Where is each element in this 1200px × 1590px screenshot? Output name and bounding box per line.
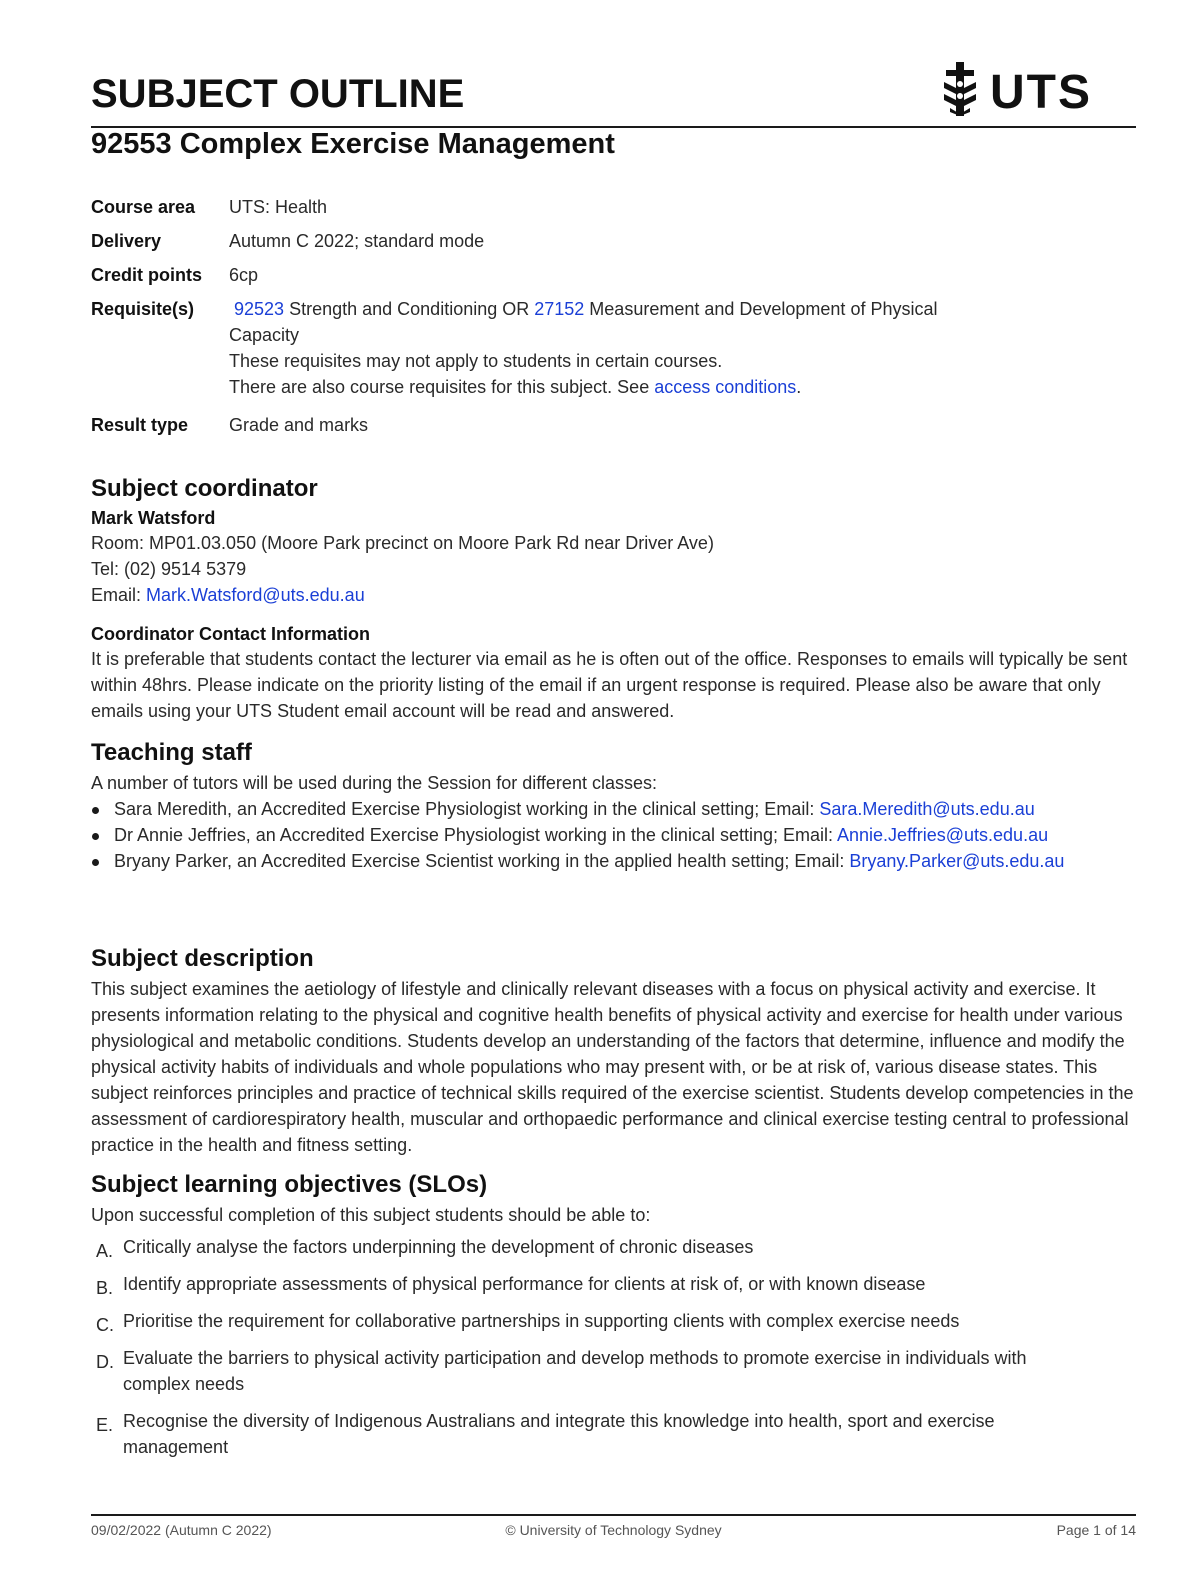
contact-info-heading: Coordinator Contact Information: [91, 624, 370, 644]
requisite-note-suffix: .: [796, 377, 802, 397]
coordinator-email-link[interactable]: Mark.Watsford@uts.edu.au: [146, 585, 365, 605]
meta-label: Credit points: [91, 265, 202, 285]
list-item: [91, 1308, 1136, 1334]
meta-row-result-type: [91, 412, 1136, 438]
objective-letter: B.: [96, 1278, 114, 1298]
objective-text: Critically analyse the factors underpinning the development of chronic diseases: [123, 1237, 754, 1257]
page-footer: [91, 1514, 1136, 1538]
staff-text: Bryany Parker, an Accredited Exercise Scientist working in the applied health setting; Email:: [114, 851, 850, 871]
list-item: [91, 1408, 1136, 1460]
meta-label: Course area: [91, 197, 196, 217]
section-heading: Subject learning objectives (SLOs): [91, 1171, 488, 1198]
staff-list: [91, 796, 1136, 874]
objective-letter: D.: [96, 1352, 114, 1372]
section-heading: Subject description: [91, 945, 314, 972]
meta-value: Autumn C 2022; standard mode: [229, 231, 485, 251]
list-item: [91, 822, 1136, 848]
meta-value: 6cp: [229, 265, 259, 285]
staff-text: Sara Meredith, an Accredited Exercise Physiologist working in the clinical setting; Email:: [114, 799, 820, 819]
objective-letter: C.: [96, 1315, 114, 1335]
teaching-intro: A number of tutors will be used during the Session for different classes:: [91, 773, 657, 793]
list-item: [91, 1271, 1136, 1297]
subject-coordinator-section: [91, 474, 1136, 724]
email-label: Email:: [91, 585, 147, 605]
section-heading: Teaching staff: [91, 739, 252, 766]
subject-description-section: [91, 944, 1136, 1158]
coordinator-email-line: [91, 582, 1136, 608]
list-item: [91, 796, 1136, 822]
footer-copyright: © University of Technology Sydney: [505, 1522, 722, 1538]
requisite-note: These requisites may not apply to students in certain courses.: [229, 351, 723, 371]
meta-row-course-area: [91, 194, 1136, 220]
meta-value: [229, 296, 1136, 400]
meta-label: Result type: [91, 415, 189, 435]
staff-email-link[interactable]: Sara.Meredith@uts.edu.au: [819, 799, 1035, 819]
learning-objectives-section: [91, 1170, 1136, 1471]
contact-info-text: It is preferable that students contact the lecturer via email as he is often out of the office. Responses to emails will typically be sent within 48hrs. Please indicate on the priority listing of the email if an urgent response is required. Please also be aware that only emails using your UTS Student email account will be read and answered.: [91, 649, 1128, 721]
list-item: [91, 1345, 1136, 1397]
teaching-staff-section: [91, 738, 1136, 874]
footer-date: 09/02/2022 (Autumn C 2022): [91, 1522, 272, 1538]
staff-email-link[interactable]: Bryany.Parker@uts.edu.au: [849, 851, 1065, 871]
subject-metadata: [91, 194, 1136, 446]
requisite-text: Strength and Conditioning OR: [284, 299, 535, 319]
meta-label: Requisite(s): [91, 299, 195, 319]
objective-text: Identify appropriate assessments of physical performance for clients at risk of, or with known disease: [123, 1274, 926, 1294]
meta-value: Grade and marks: [229, 415, 369, 435]
meta-value: UTS: Health: [229, 197, 328, 217]
coordinator-room: Room: MP01.03.050 (Moore Park precinct on Moore Park Rd near Driver Ave): [91, 533, 714, 553]
objectives-intro: Upon successful completion of this subject students should be able to:: [91, 1205, 651, 1225]
list-item: [91, 1234, 1136, 1260]
meta-row-credit-points: [91, 262, 1136, 288]
requisite-link-27152[interactable]: 27152: [534, 299, 585, 319]
staff-text: Dr Annie Jeffries, an Accredited Exercise Physiologist working in the clinical setting; Email:: [114, 825, 838, 845]
objective-text: Evaluate the barriers to physical activity participation and develop methods to promote exercise in individuals with complex needs: [123, 1348, 1027, 1394]
coordinator-tel: Tel: (02) 9514 5379: [91, 559, 247, 579]
objective-text: Prioritise the requirement for collaborative partnerships in supporting clients with complex exercise needs: [123, 1311, 960, 1331]
meta-row-requisites: [91, 296, 1136, 400]
meta-row-delivery: [91, 228, 1136, 254]
meta-label: Delivery: [91, 231, 162, 251]
objective-letter: E.: [96, 1415, 114, 1435]
coordinator-name: Mark Watsford: [91, 508, 216, 528]
objective-letter: A.: [96, 1241, 114, 1261]
logo-text: UTS: [990, 66, 1092, 119]
document-title: SUBJECT OUTLINE: [91, 72, 465, 116]
uts-logo: [940, 64, 1092, 119]
page-header: [91, 64, 1136, 128]
description-text: This subject examines the aetiology of lifestyle and clinically relevant diseases with a focus on physical activity and exercise. It presents information relating to the physical and cognitive health benefits of physical activity and exercise for health under various physiological and metabolic conditions. Students develop an understanding of the factors that determine, influence and modify the physical activity habits of individuals and whole populations who may present with, or be at risk of, various disease states. This subject reinforces principles and practice of technical skills required of the exercise scientist. Students develop competencies in the assessment of cardiorespiratory health, muscular and orthopaedic performance and clinical exercise testing central to professional practice in the health and fitness setting.: [91, 979, 1134, 1155]
requisite-text: Measurement and Development of Physical Capacity: [229, 299, 938, 345]
requisite-link-92523[interactable]: 92523: [234, 299, 285, 319]
subject-title: 92553 Complex Exercise Management: [91, 128, 615, 160]
uts-crest-icon: [940, 62, 980, 116]
access-conditions-link[interactable]: access conditions: [654, 377, 797, 397]
list-item: [91, 848, 1136, 874]
objectives-list: [91, 1234, 1136, 1460]
objective-text: Recognise the diversity of Indigenous Australians and integrate this knowledge into health, sport and exercise management: [123, 1411, 995, 1457]
section-heading: Subject coordinator: [91, 475, 318, 502]
footer-page-number: Page 1 of 14: [1056, 1522, 1136, 1538]
document-page: [91, 0, 1136, 1590]
staff-email-link[interactable]: Annie.Jeffries@uts.edu.au: [837, 825, 1049, 845]
requisite-note: [229, 374, 1136, 400]
requisite-note-text: There are also course requisites for this subject. See: [229, 377, 655, 397]
